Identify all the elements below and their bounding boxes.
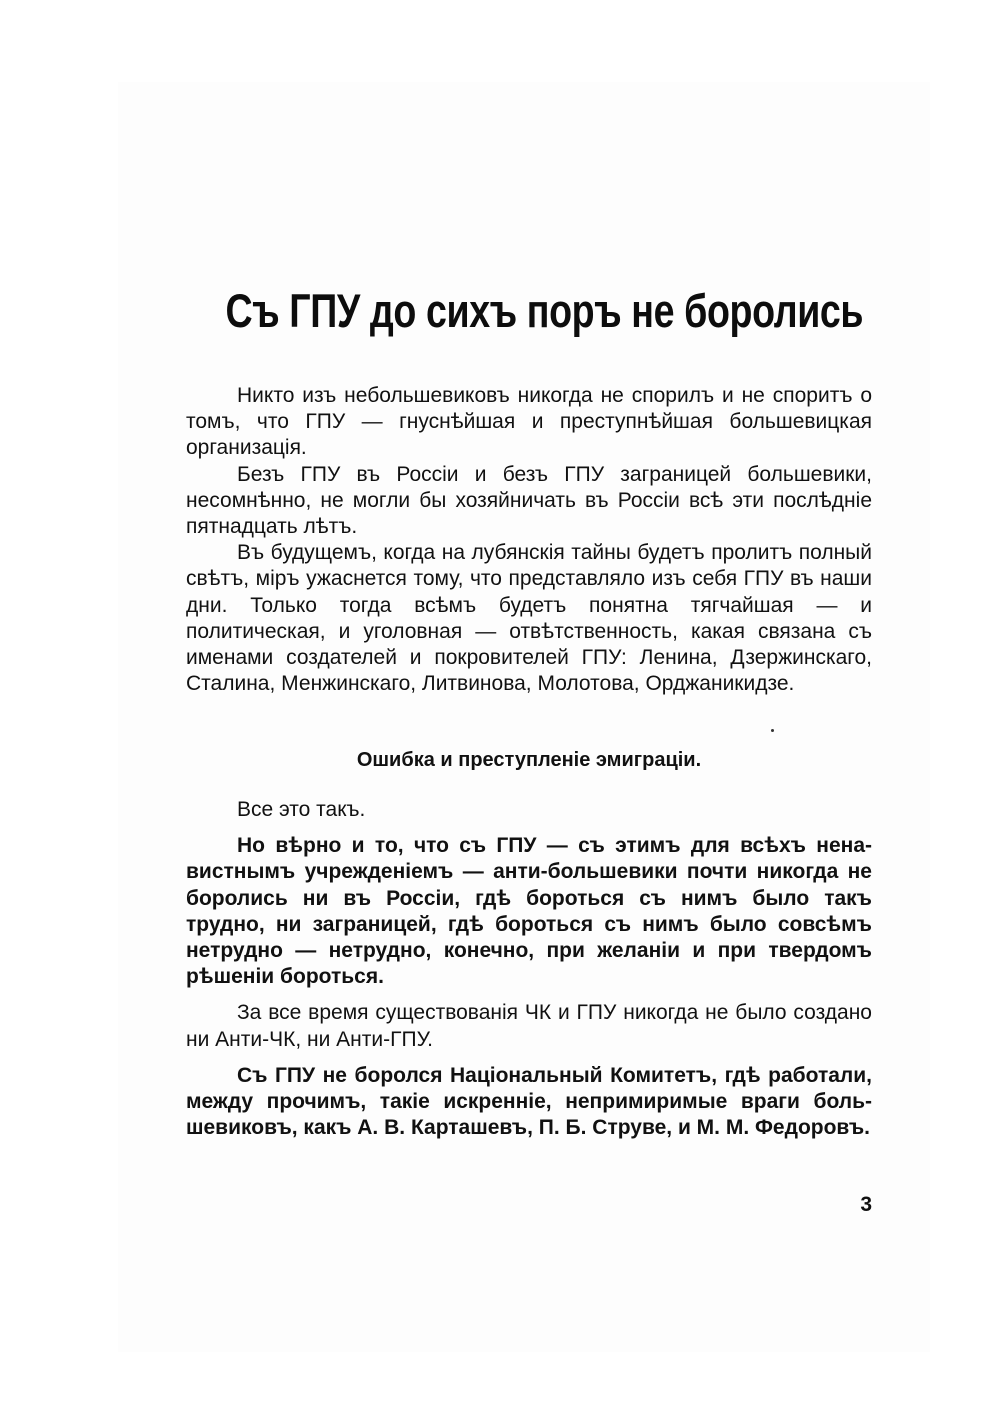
paragraph-national-committee: Съ ГПУ не боролся Національный Комитетъ, гдѣ работали, между прочимъ, такіе искренніе, непримиримые враги большевиковъ, какъ А. В. Карташевъ, П. Б. Струве, и М. М. Федоровъ. [186,1063,872,1140]
paragraph-intro: Никто изъ небольшевиковъ никогда не спорилъ и не споритъ о томъ, что ГПУ — гнуснѣйшая и преступнѣйшая большевицкая организація. [186,384,872,460]
paragraph-anti-cheka: За все время существованія ЧК и ГПУ никогда не было создано ни Анти-ЧК, ни Анти-ГПУ. [186,1001,872,1051]
paragraph-without-gpu: Безъ ГПУ въ Россіи и безъ ГПУ заграницей большевики, несомнѣнно, не могли бы хозяйничать въ Россіи всѣ эти послѣдніе пятнадцать лѣтъ. [186,462,872,539]
page-number: 3 [860,1193,872,1216]
section-one [186,383,872,697]
section-two [186,797,872,1141]
page-title: Съ ГПУ до сихъ поръ не боролись [225,284,864,337]
paragraph-future: Въ будущемъ, когда на лубянскія тайны будетъ пролитъ полный свѣтъ, міръ ужаснется тому, что представляло изъ себя ГПУ въ наши дни. Только тогда всѣмъ будетъ понятна тягчайшая — и политическая, и уголовная — отвѣтственность, какая связана съ именами создателей и покровителей ГПУ: Ленина, Дзержинскаго, Сталина, Менжинскаго, Литвинова, Молотова, Орджаникидзе. [186,541,872,696]
print-speck [771,729,774,732]
section-heading: Ошибка и преступленіе эмиграціи. [356,749,702,771]
paragraph-never-fought: Но вѣрно и то, что съ ГПУ — съ этимъ для всѣхъ ненавистнымъ учрежденіемъ — анти-большевики почти никогда не боролись ни въ Россіи, гдѣ бороться съ нимъ было такъ трудно, ни заграницей, гдѣ бороться съ нимъ было совсѣмъ нетрудно — нетрудно, конечно, при желаніи и при твердомъ рѣшеніи бороться. [186,834,872,989]
page-sheet [118,82,930,1352]
paragraph-all-true: Все это такъ. [237,798,366,821]
